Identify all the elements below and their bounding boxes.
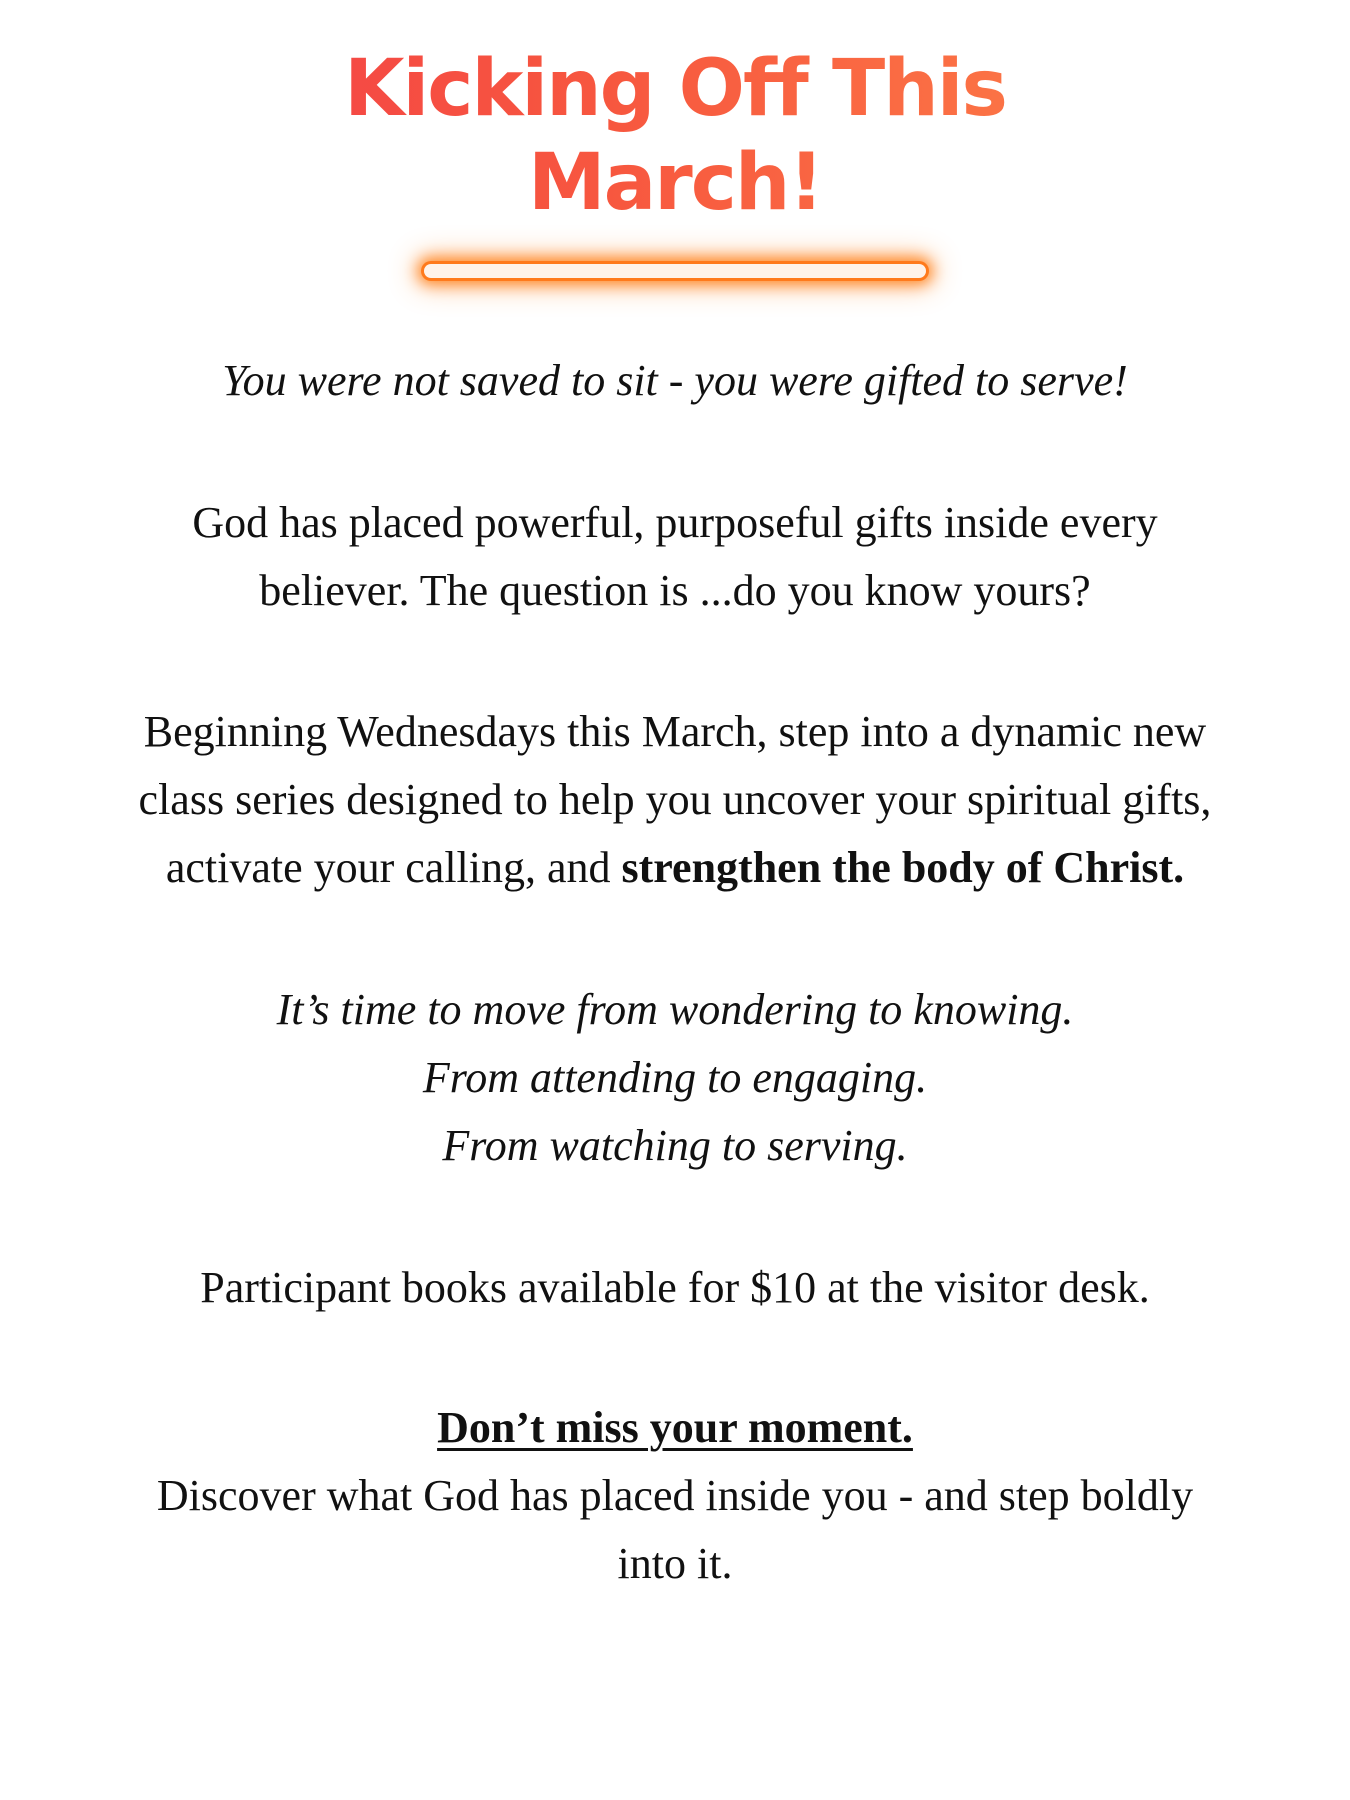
title-line-2: March! <box>0 136 1350 230</box>
intro-line-2: believer. The question is ...do you know yours? <box>259 566 1091 615</box>
series-emphasis: strengthen the body of Christ. <box>621 843 1185 892</box>
intro-paragraph <box>90 489 1260 625</box>
closing-paragraph <box>90 1394 1260 1598</box>
closing-line-2: into it. <box>617 1539 733 1588</box>
title-line-1: Kicking Off This <box>0 42 1350 136</box>
call-line-1: It’s time to move from wondering to knowing. <box>276 985 1074 1034</box>
call-line-2: From attending to engaging. <box>422 1053 928 1102</box>
closing-line-1: Discover what God has placed inside you - and step boldly <box>156 1471 1194 1520</box>
series-line-1: Beginning Wednesdays this March, step into a dynamic new <box>143 707 1207 756</box>
series-line-3-text: activate your calling, and <box>165 843 622 892</box>
call-line-3: From watching to serving. <box>442 1121 908 1170</box>
closing-heading: Don’t miss your moment. <box>437 1403 913 1452</box>
series-line-2: class series designed to help you uncover your spiritual gifts, <box>138 775 1212 824</box>
intro-line-1: God has placed powerful, purposeful gifts inside every <box>192 498 1158 547</box>
page-title <box>0 42 1350 230</box>
tagline: You were not saved to sit - you were gifted to serve! <box>222 356 1128 405</box>
books-notice: Participant books available for $10 at the visitor desk. <box>200 1263 1150 1312</box>
series-line-3 <box>90 834 1260 902</box>
call-to-action-verse <box>90 976 1260 1180</box>
glowing-divider <box>424 264 926 278</box>
series-paragraph <box>90 698 1260 902</box>
